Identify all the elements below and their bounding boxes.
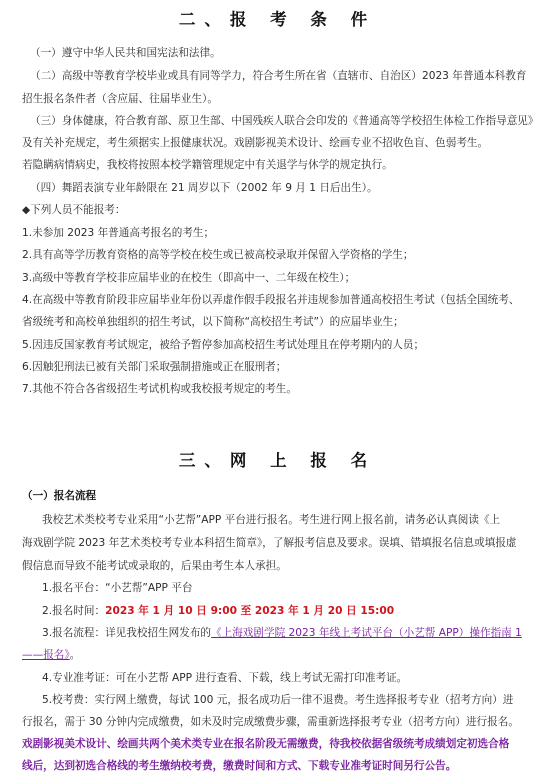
ineligible-item-4-line-1: 4.在高级中等教育阶段非应届毕业年份以弄虚作假手段报名并违规参加普通高校招生考试（包括全国统考、	[22, 294, 520, 306]
registration-time	[42, 604, 547, 618]
art-major-fee-note-line-2: 线后，达到初选合格线的考生缴纳校考费，缴费时间和方式、下载专业准考证时间另行公告。	[22, 760, 457, 772]
operation-guide-link[interactable]: 《上海戏剧学院 2023 年线上考试平台（小艺帮 APP）操作指南 1	[211, 627, 522, 639]
intro-line-1: 我校艺术类校考专业采用“小艺帮”APP 平台进行报名。考生进行网上报名前，请务必认真阅读《上	[42, 514, 501, 526]
subsection-registration-process: （一）报名流程	[22, 490, 97, 502]
requirement-2-line-2: 招生报名条件者（含应届、往届毕业生）。	[22, 93, 218, 105]
requirement-3-line-1: （三）身体健康，符合教育部、原卫生部、中国残疾人联合会印发的《普通高等学校招生体检工作指导意见》	[30, 115, 539, 127]
exam-fee-line-1: 5.校考费：实行网上缴费，每试 100 元，报名成功后一律不退费。考生选择报考专业（招考方向）进	[42, 694, 514, 706]
ineligible-item-6: 6.因触犯刑法已被有关部门采取强制措施或正在服刑者；	[22, 361, 287, 373]
intro-line-3: 假信息而导致不能考试或录取的，后果由考生本人承担。	[22, 560, 287, 572]
intro-line-2: 海戏剧学院 2023 年艺术类校考专业本科招生简章》，了解报考信息及要求。误填、错填报名信息或填报虚	[22, 537, 517, 549]
requirement-3-line-3: 若隐瞒病情病史，我校将按照本校学籍管理规定中有关退学与休学的规定执行。	[22, 159, 393, 171]
ineligible-item-1: 1.未参加 2023 年普通高考报名的考生；	[22, 227, 215, 239]
ineligible-item-7: 7.其他不符合各省级招生考试机构或我校报考规定的考生。	[22, 383, 297, 395]
registration-procedure-label: 3.报名流程：详见我校招生网发布的	[42, 627, 212, 639]
section-title-requirements: 二、报 考 条 件	[178, 10, 377, 29]
registration-time-value: 2023 年 1 月 10 日 9:00 至 2023 年 1 月 20 日 15:00	[105, 605, 395, 617]
registration-platform: 1.报名平台：“小艺帮”APP 平台	[42, 582, 193, 594]
section-title-online-registration: 三、网 上 报 名	[178, 451, 377, 470]
requirement-2-line-1: （二）高级中等教育学校毕业或具有同等学力，符合考生所在省（直辖市、自治区）2023 年普通本科教育	[30, 70, 527, 82]
registration-procedure-end: 。	[69, 649, 81, 661]
registration-procedure	[42, 626, 547, 640]
ineligible-item-3: 3.高级中等教育学校非应届毕业的在校生（即高中一、二年级在校生）；	[22, 272, 356, 284]
requirement-1: （一）遵守中华人民共和国宪法和法律。	[30, 47, 221, 59]
ineligible-item-5: 5.因违反国家教育考试规定，被给予暂停参加高校招生考试处理且在停考期内的人员；	[22, 339, 425, 351]
registration-time-label: 2.报名时间：	[42, 605, 106, 617]
ineligible-item-2: 2.具有高等学历教育资格的高等学校在校生或已被高校录取并保留入学资格的学生；	[22, 249, 414, 261]
requirement-3-line-2: 及有关补充规定，考生须据实上报健康状况。戏剧影视美术设计、绘画专业不招收色盲、色弱考生。	[22, 137, 489, 149]
requirement-4: （四）舞蹈表演专业年龄限在 21 周岁以下（2002 年 9 月 1 日后出生）。	[30, 182, 378, 194]
art-major-fee-note-line-1: 戏剧影视美术设计、绘画共两个美术类专业在报名阶段无需缴费，待我校依据省级统考成绩划定初选合格	[22, 738, 510, 750]
admission-ticket-info: 4.专业准考证：可在小艺帮 APP 进行查看、下载，线上考试无需打印准考证。	[42, 672, 408, 684]
ineligible-item-4-line-2: 省级统考和高校单独组织的招生考试，以下简称“高校招生考试”）的应届毕业生；	[22, 316, 404, 328]
operation-guide-link-continued[interactable]: ——报名》	[22, 649, 70, 661]
registration-procedure-line-2	[22, 648, 547, 662]
ineligible-heading: ◆下列人员不能报考：	[22, 204, 126, 216]
exam-fee-line-2: 行报名，需于 30 分钟内完成缴费，如未及时完成缴费步骤，需重新选择报考专业（招考方向）进行报名。	[22, 716, 519, 728]
